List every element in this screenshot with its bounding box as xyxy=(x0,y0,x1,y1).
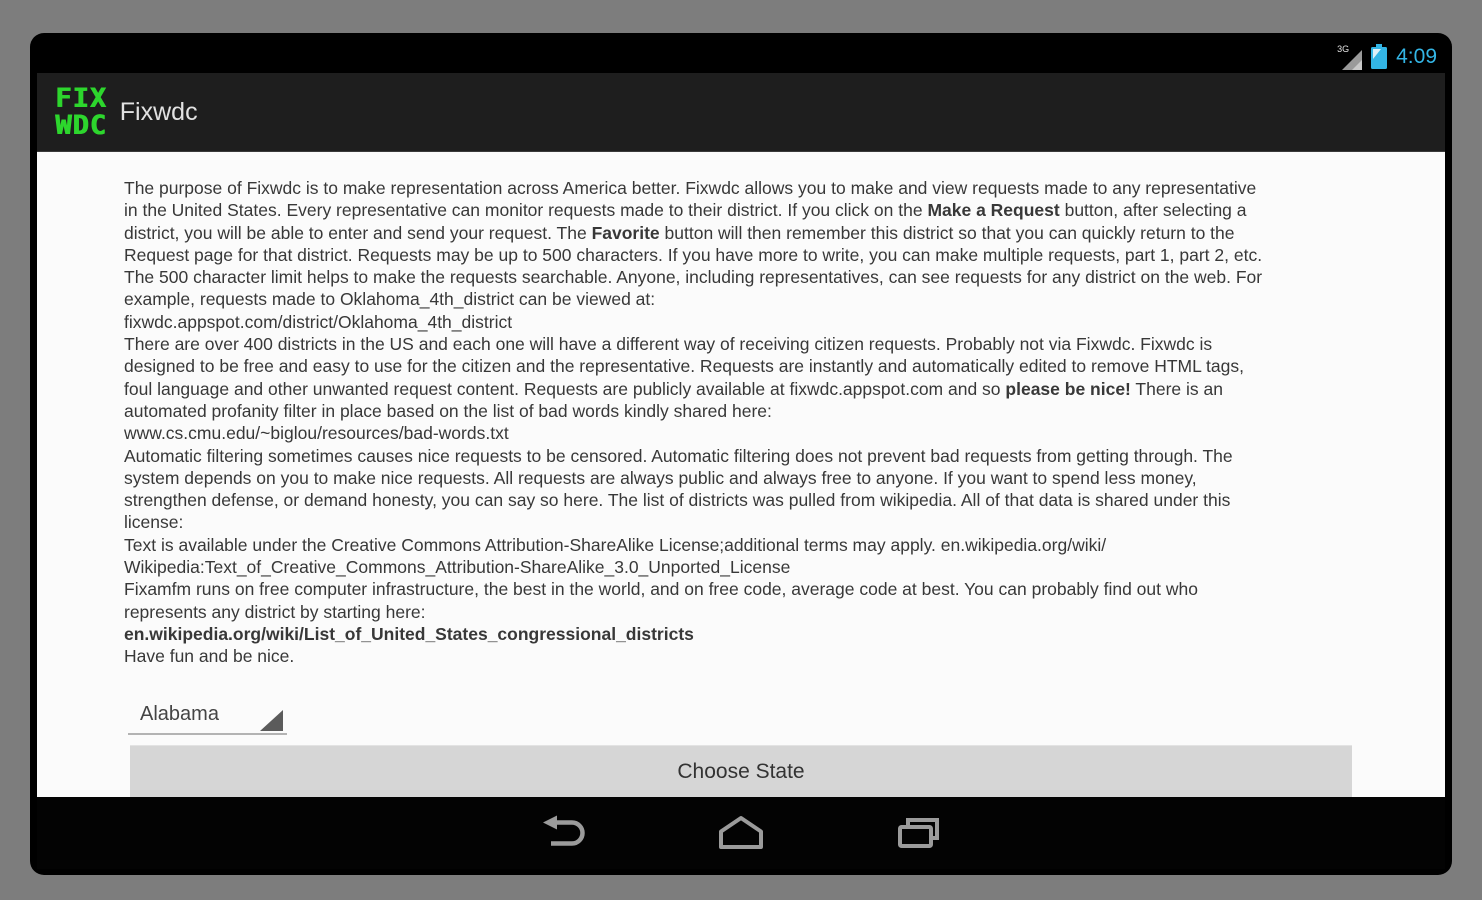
about-text xyxy=(124,177,1425,668)
about-text-line: www.cs.cmu.edu/~biglou/resources/bad-words.txt xyxy=(124,423,509,444)
app-title: Fixwdc xyxy=(119,97,198,126)
about-text-line: district, you will be able to enter and send your request. The Favorite button will then remember this district so that you can quickly return to the xyxy=(124,222,1235,243)
about-text-line: automated profanity filter in place based on the list of bad words kindly shared here: xyxy=(124,400,772,421)
screen xyxy=(37,40,1445,869)
about-text-line: represents any district by starting here: xyxy=(124,601,426,622)
logo-line-1: FIX xyxy=(55,83,107,114)
about-text-line: The purpose of Fixwdc is to make representation across America better. Fixwdc allows you to make and view requests made to any representative xyxy=(124,178,1257,198)
about-content xyxy=(37,152,1445,797)
about-text-line: Fixamfm runs on free computer infrastructure, the best in the world, and on free code, average code at best. You can probably find out who xyxy=(124,579,1198,600)
recent-apps-icon xyxy=(892,815,944,851)
tablet-frame xyxy=(30,33,1452,875)
back-arrow-icon xyxy=(538,815,590,851)
logo-line-2: WDC xyxy=(55,110,107,141)
spinner-dropdown-triangle-icon xyxy=(260,710,283,731)
about-text-line: There are over 400 districts in the US and each one will have a different way of receiving citizen requests. Probably not via Fixwdc. Fixwdc is xyxy=(124,334,1213,355)
about-text-line: strengthen defense, or demand honesty, you can say so here. The list of districts was pulled from wikipedia. All of that data is shared under this xyxy=(124,490,1231,511)
status-bar xyxy=(37,40,1445,73)
state-spinner[interactable] xyxy=(128,695,287,735)
about-text-line: Have fun and be nice. xyxy=(124,646,295,667)
about-text-line: example, requests made to Oklahoma_4th_district can be viewed at: xyxy=(124,289,656,310)
home-button[interactable] xyxy=(715,815,767,851)
battery-icon xyxy=(1370,43,1388,70)
fixwdc-logo-icon xyxy=(55,85,107,139)
signal-type-label: 3G xyxy=(1337,43,1350,54)
about-text-line: in the United States. Every representative can monitor requests made to their district. If you click on the Make a Request button, after selecting a xyxy=(124,200,1247,221)
about-text-line: license: xyxy=(124,512,184,533)
state-spinner-value: Alabama xyxy=(140,702,219,725)
home-icon xyxy=(715,815,767,851)
about-text-line: system depends on you to make nice requests. All requests are always public and always free to anyone. If you want to spend less money, xyxy=(124,467,1197,488)
navigation-bar xyxy=(37,797,1445,869)
about-text-line: foul language and other unwanted request content. Requests are publicly available at fixwdc.appspot.com and so please be nice! There is an xyxy=(124,378,1223,399)
about-text-line: Text is available under the Creative Commons Attribution-ShareAlike License;additional terms may apply. en.wikipedia.org/wiki/ xyxy=(124,534,1107,555)
about-text-line: fixwdc.appspot.com/district/Oklahoma_4th_district xyxy=(124,311,513,332)
signal-strength-icon xyxy=(1338,44,1364,70)
about-text-line: Wikipedia:Text_of_Creative_Commons_Attribution-ShareAlike_3.0_Unported_License xyxy=(124,557,791,578)
choose-state-button[interactable]: Choose State xyxy=(130,745,1352,797)
about-text-line: The 500 character limit helps to make the requests searchable. Anyone, including representatives, can see requests for any district on the web. For xyxy=(124,267,1263,288)
app-bar xyxy=(37,73,1445,152)
recents-button[interactable] xyxy=(892,815,944,851)
about-text-line: designed to be free and easy to use for the citizen and the representative. Requests are instantly and automatically edited to remove HTML tags, xyxy=(124,356,1244,377)
status-bar-clock: 4:09 xyxy=(1396,45,1437,68)
about-text-line: Request page for that district. Requests may be up to 500 characters. If you have more to write, you can make multiple requests, part 1, part 2, etc. xyxy=(124,244,1263,265)
back-button[interactable] xyxy=(538,815,590,851)
about-text-line: Automatic filtering sometimes causes nice requests to be censored. Automatic filtering does not prevent bad requests from getting through. The xyxy=(124,445,1233,466)
about-text-line: en.wikipedia.org/wiki/List_of_United_States_congressional_districts xyxy=(124,623,694,644)
